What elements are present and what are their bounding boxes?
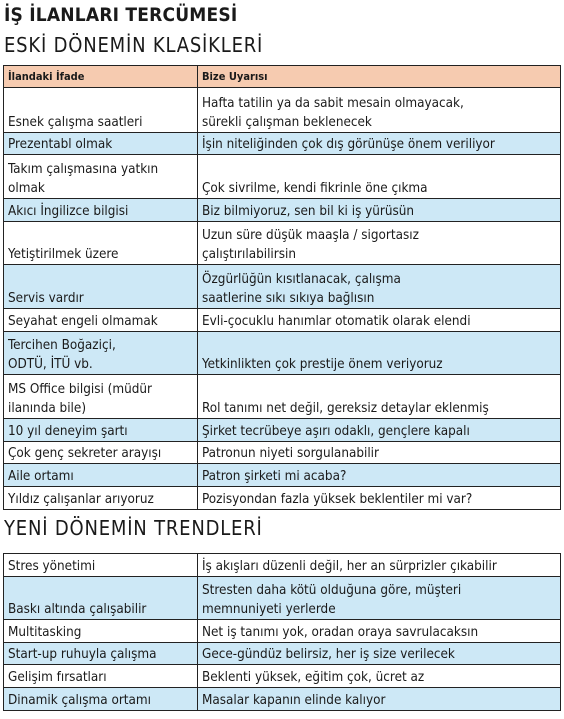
row-phrase-text: Tercihen Boğaziçi, ODTÜ, İTÜ vb. bbox=[8, 338, 116, 372]
row-meaning bbox=[198, 554, 560, 576]
row-phrase-text: Yıldız çalışanlar arıyoruz bbox=[8, 492, 154, 507]
row-meaning-text: Patron şirketi mi acaba? bbox=[202, 469, 347, 484]
row-meaning-text: Uzun süre düşük maaşla / sigortasız çalıştırılabilirsin bbox=[202, 228, 419, 262]
row-meaning bbox=[198, 265, 560, 308]
row-meaning-text: Gece-gündüz belirsiz, her iş size verilecek bbox=[202, 647, 455, 662]
row-meaning-text: Hafta tatilin ya da sabit mesain olmayacak, sürekli çalışman beklenecek bbox=[202, 96, 464, 130]
row-phrase bbox=[4, 199, 198, 221]
row-phrase-text: 10 yıl deneyim şartı bbox=[8, 424, 128, 439]
section-title-old: ESKİ DÖNEMİN KLASİKLERİ bbox=[4, 33, 264, 57]
row-meaning-text: Özgürlüğün kısıtlanacak, çalışma saatlerine sıkı sıkıya bağlısın bbox=[202, 272, 401, 306]
row-phrase-text: Start-up ruhuyla çalışma bbox=[8, 647, 157, 662]
row-phrase bbox=[4, 487, 198, 509]
table-row bbox=[4, 664, 560, 687]
row-phrase bbox=[4, 577, 198, 619]
table-row bbox=[4, 221, 560, 264]
table-row bbox=[4, 553, 560, 576]
row-meaning-text: Beklenti yüksek, eğitim çok, ücret az bbox=[202, 670, 425, 685]
row-phrase bbox=[4, 464, 198, 486]
row-phrase-text: Seyahat engeli olmamak bbox=[8, 314, 158, 329]
row-phrase bbox=[4, 265, 198, 308]
row-phrase bbox=[4, 419, 198, 441]
row-meaning bbox=[198, 442, 560, 463]
row-phrase bbox=[4, 620, 198, 642]
table-row bbox=[4, 374, 560, 418]
row-meaning-text: Rol tanımı net değil, gereksiz detaylar eklenmiş bbox=[202, 401, 489, 416]
row-phrase bbox=[4, 155, 198, 198]
row-meaning-text: Çok sivrilme, kendi fikrinle öne çıkma bbox=[202, 181, 428, 196]
row-phrase-text: Baskı altında çalışabilir bbox=[8, 602, 147, 617]
row-phrase-text: Prezentabl olmak bbox=[8, 137, 113, 152]
row-phrase-text: Multitasking bbox=[8, 625, 82, 640]
row-phrase-text: Servis vardır bbox=[8, 291, 84, 306]
row-phrase bbox=[4, 88, 198, 132]
row-meaning-text: İşin niteliğinden çok dış görünüşe önem veriliyor bbox=[202, 137, 495, 152]
row-meaning-text: Masalar kapanın elinde kalıyor bbox=[202, 693, 386, 708]
row-phrase-text: Esnek çalışma saatleri bbox=[8, 115, 143, 130]
row-meaning bbox=[198, 577, 560, 619]
table-old-classics bbox=[3, 65, 561, 510]
row-meaning-text: İş akışları düzenli değil, her an sürprizler çıkabilir bbox=[202, 559, 497, 574]
row-meaning bbox=[198, 464, 560, 486]
row-phrase bbox=[4, 688, 198, 710]
row-meaning bbox=[198, 309, 560, 331]
row-meaning-text: Patronun niyeti sorgulanabilir bbox=[202, 446, 379, 461]
row-phrase-text: Gelişim fırsatları bbox=[8, 670, 107, 685]
table-row bbox=[4, 154, 560, 198]
row-meaning-text: Şirket tecrübeye aşırı odaklı, gençlere kapalı bbox=[202, 424, 470, 439]
row-phrase-text: MS Office bilgisi (müdür ilanında bile) bbox=[8, 382, 152, 416]
row-meaning bbox=[198, 375, 560, 418]
row-phrase bbox=[4, 133, 198, 154]
table-row bbox=[4, 576, 560, 619]
table-row bbox=[4, 441, 560, 463]
row-phrase bbox=[4, 442, 198, 463]
table-row bbox=[4, 642, 560, 664]
row-meaning bbox=[198, 665, 560, 687]
row-phrase bbox=[4, 665, 198, 687]
table-row bbox=[4, 331, 560, 374]
table-row bbox=[4, 308, 560, 331]
row-meaning bbox=[198, 133, 560, 154]
table-new-trends bbox=[3, 553, 561, 711]
table-row bbox=[4, 198, 560, 221]
row-phrase bbox=[4, 309, 198, 331]
section-title-new: YENİ DÖNEMİN TRENDLERİ bbox=[4, 516, 263, 540]
row-meaning bbox=[198, 688, 560, 710]
row-meaning bbox=[198, 620, 560, 642]
row-meaning bbox=[198, 419, 560, 441]
table-row bbox=[4, 264, 560, 308]
main-title: İŞ İLANLARI TERCÜMESİ bbox=[4, 4, 238, 26]
row-meaning bbox=[198, 155, 560, 198]
row-phrase-text: Stres yönetimi bbox=[8, 559, 96, 574]
row-phrase-text: Dinamik çalışma ortamı bbox=[8, 693, 151, 708]
row-phrase bbox=[4, 222, 198, 264]
row-phrase-text: Takım çalışmasına yatkın olmak bbox=[8, 162, 159, 196]
row-phrase-text: Akıcı İngilizce bilgisi bbox=[8, 204, 129, 219]
table-row bbox=[4, 132, 560, 154]
row-meaning-text: Pozisyondan fazla yüksek beklentiler mi var? bbox=[202, 492, 473, 507]
row-meaning bbox=[198, 487, 560, 509]
row-meaning-text: Net iş tanımı yok, oradan oraya savrulacaksın bbox=[202, 625, 479, 640]
row-meaning bbox=[198, 222, 560, 264]
table-row bbox=[4, 87, 560, 132]
header-phrase: İlandaki İfade bbox=[4, 66, 198, 87]
table-row bbox=[4, 463, 560, 486]
row-phrase-text: Aile ortamı bbox=[8, 469, 74, 484]
row-phrase bbox=[4, 643, 198, 664]
table-row bbox=[4, 486, 560, 509]
table-row bbox=[4, 418, 560, 441]
row-meaning-text: Yetkinlikten çok prestije önem veriyoruz bbox=[202, 357, 443, 372]
table-row bbox=[4, 687, 560, 710]
row-meaning-text: Evli-çocuklu hanımlar otomatik olarak elendi bbox=[202, 314, 471, 329]
row-meaning bbox=[198, 332, 560, 374]
row-phrase-text: Çok genç sekreter arayışı bbox=[8, 446, 162, 461]
row-phrase bbox=[4, 332, 198, 374]
row-phrase-text: Yetiştirilmek üzere bbox=[8, 247, 119, 262]
row-meaning bbox=[198, 88, 560, 132]
table-row bbox=[4, 619, 560, 642]
table-header-row bbox=[4, 65, 560, 87]
row-meaning-text: Stresten daha kötü olduğuna göre, müşteri memnuniyeti yerlerde bbox=[202, 583, 462, 617]
row-meaning bbox=[198, 643, 560, 664]
header-meaning: Bize Uyarısı bbox=[202, 69, 268, 83]
row-phrase bbox=[4, 554, 198, 576]
row-meaning-text: Biz bilmiyoruz, sen bil ki iş yürüsün bbox=[202, 204, 415, 219]
row-meaning bbox=[198, 199, 560, 221]
row-phrase bbox=[4, 375, 198, 418]
